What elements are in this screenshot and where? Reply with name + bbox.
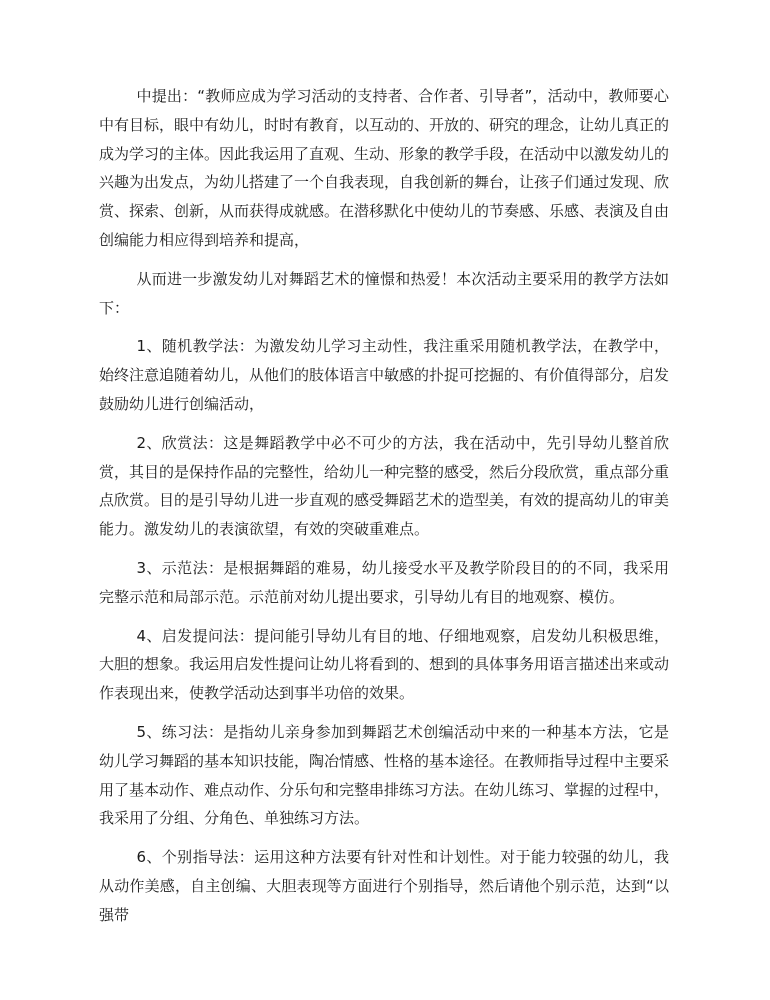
paragraph-method-2-appreciation: 2、欣赏法：这是舞蹈教学中必不可少的方法，我在活动中，先引导幼儿整首欣赏，其目的是保持作品的完整性，给幼儿一种完整的感受，然后分段欣赏，重点部分重点欣赏。目的是引导幼儿进一步直观的感受舞蹈艺术的造型美，有效的提高幼儿的审美能力。激发幼儿的表演欲望，有效的突破重难点。 (99, 433, 670, 539)
paragraph-lead-in: 从而进一步激发幼儿对舞蹈艺术的憧憬和热爱！本次活动主要采用的教学方法如下： (99, 269, 669, 317)
document-content (99, 82, 669, 940)
paragraph-method-6-individual-guidance: 6、个别指导法：运用这种方法要有针对性和计划性。对于能力较强的幼儿，我从动作美感，自主创编、大胆表现等方面进行个别指导，然后请他个别示范，达到“以强带 (99, 848, 669, 924)
paragraph-method-4-inspiring-questions: 4、启发提问法：提问能引导幼儿有目的地、仔细地观察，启发幼儿积极思维，大胆的想象。我运用启发性提问让幼儿将看到的、想到的具体事务用语言描述出来或动作表现出来，使教学活动达到事半功倍的效果。 (99, 626, 670, 703)
paragraph-method-3-demonstration: 3、示范法：是根据舞蹈的难易，幼儿接受水平及教学阶段目的的不同，我采用完整示范和局部示范。示范前对幼儿提出要求，引导幼儿有目的地观察、模仿。 (99, 558, 669, 606)
paragraph-method-1-random-teaching: 1、随机教学法：为激发幼儿学习主动性，我注重采用随机教学法，在教学中，始终注意追随着幼儿，从他们的肢体语言中敏感的扑捉可挖掘的、有价值得部分，启发鼓励幼儿进行创编活动， (99, 337, 670, 413)
paragraph-intro: 中提出：“教师应成为学习活动的支持者、合作者、引导者”，活动中，教师要心中有目标，眼中有幼儿，时时有教育，以互动的、开放的、研究的理念，让幼儿真正的成为学习的主体。因此我运用了直观、生动、形象的教学手段，在活动中以激发幼儿的兴趣为出发点，为幼儿搭建了一个自我表现，自我创新的舞台，让孩子们通过发现、欣赏、探索、创新，从而获得成就感。在潜移默化中使幼儿的节奏感、乐感、表演及自由创编能力相应得到培养和提高， (99, 87, 670, 249)
paragraph-method-5-practice: 5、练习法：是指幼儿亲身参加到舞蹈艺术创编活动中来的一种基本方法，它是幼儿学习舞蹈的基本知识技能，陶冶情感、性格的基本途径。在教师指导过程中主要采用了基本动作、难点动作、分乐句和完整串排练习方法。在幼儿练习、掌握的过程中，我采用了分组、分角色、单独练习方法。 (99, 722, 670, 828)
